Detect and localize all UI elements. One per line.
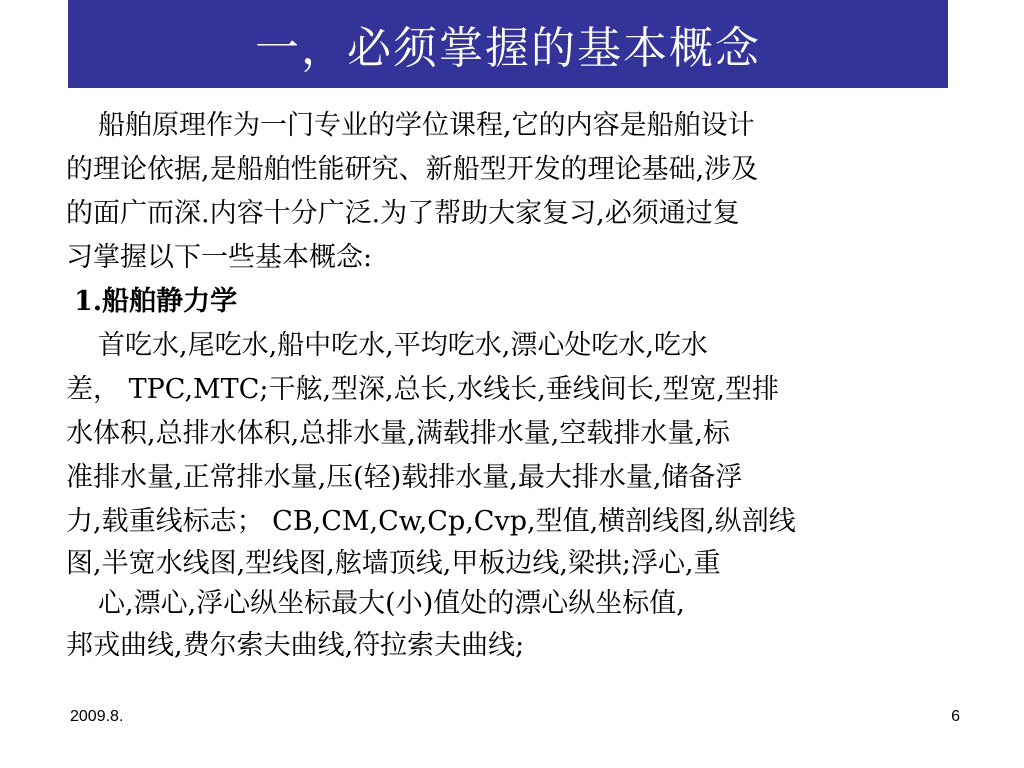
body-line-7: 差， TPC,MTC;干舷,型深,总长,水线长,垂线间长,型宽,型排 bbox=[66, 374, 779, 405]
slide-title: 一，必须掌握的基本概念 bbox=[255, 23, 761, 74]
body-line-2: 的理论依据,是船舶性能研究、新船型开发的理论基础,涉及 bbox=[66, 154, 759, 185]
body-line-8: 水体积,总排水体积,总排水量,满载排水量,空载排水量,标 bbox=[66, 418, 730, 449]
footer-date: 2009.8. bbox=[70, 708, 124, 725]
body-line-12: 心,漂心,浮心纵坐标最大(小)值处的漂心纵坐标值, bbox=[98, 588, 685, 619]
body-line-9: 准排水量,正常排水量,压(轻)载排水量,最大排水量,储备浮 bbox=[66, 462, 743, 493]
body-line-3: 的面广而深.内容十分广泛.为了帮助大家复习,必须通过复 bbox=[66, 198, 740, 229]
body-line-1: 船舶原理作为一门专业的学位课程,它的内容是船舶设计 bbox=[98, 110, 755, 141]
title-bar bbox=[68, 0, 948, 88]
body-line-6: 首吃水,尾吃水,船中吃水,平均吃水,漂心处吃水,吃水 bbox=[98, 330, 708, 361]
body-line-4: 习掌握以下一些基本概念: bbox=[66, 242, 373, 273]
slide-body bbox=[66, 104, 956, 668]
section-heading: 1.船舶静力学 bbox=[74, 286, 238, 317]
body-line-13: 邦戎曲线,费尔索夫曲线,符拉索夫曲线; bbox=[66, 630, 525, 661]
body-line-10: 力,载重线标志； CB,CM,Cw,Cp,Cvp,型值,横剖线图,纵剖线 bbox=[66, 506, 796, 537]
page-number: 6 bbox=[951, 708, 960, 725]
body-line-11: 图,半宽水线图,型线图,舷墙顶线,甲板边线,梁拱;浮心,重 bbox=[66, 548, 721, 579]
